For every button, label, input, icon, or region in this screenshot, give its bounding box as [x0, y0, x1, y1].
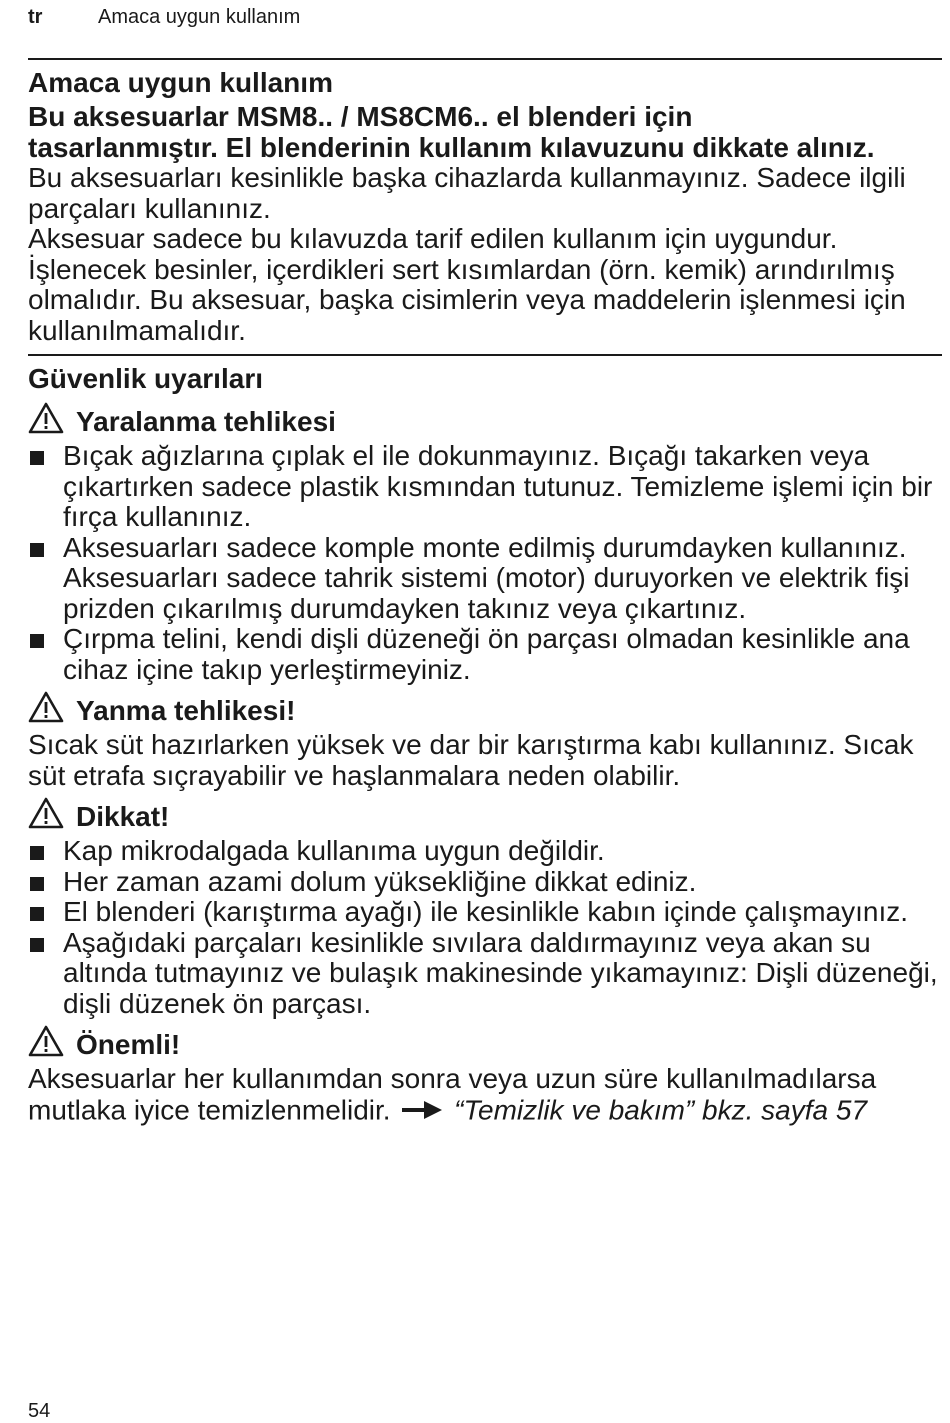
bullet-square-icon	[30, 938, 44, 952]
burn-warning-title	[28, 691, 942, 730]
intended-use-lead-2: tasarlanmıştır. El blenderinin kullanım kılavuzunu dikkate alınız.	[28, 131, 875, 163]
list-item-text: Aksesuarları sadece komple monte edilmiş durumdayken kullanınız. Aksesuarları sadece tahrik sistemi (motor) duruyorken ve elektrik fişi prizden çıkarılmış durumdayken takınız veya çıkartınız.	[63, 531, 910, 624]
bullet-square-icon	[30, 846, 44, 860]
important-text	[28, 1064, 942, 1129]
intended-use-lead-1: Bu aksesuarlar MSM8.. / MS8CM6.. el blenderi için	[28, 101, 693, 132]
page-number: 54	[28, 1400, 51, 1422]
arrow-right-icon	[402, 1095, 442, 1126]
caution-list	[28, 836, 942, 1019]
bullet-square-icon	[30, 634, 44, 648]
important-body: Aksesuarlar her kullanımdan sonra veya uzun süre kullanılmadılarsa mutlaka iyice temizlenmelidir.	[28, 1063, 877, 1126]
burn-title-text: Yanma tehlikesi!	[76, 694, 296, 726]
page-content	[28, 58, 942, 1129]
safety-heading: Güvenlik uyarıları	[28, 363, 263, 394]
language-code: tr	[28, 6, 43, 28]
burn-warning-text: Sıcak süt hazırlarken yüksek ve dar bir karıştırma kabı kullanınız. Sıcak süt etrafa sıçrayabilir ve haşlanmalara neden olabilir.	[28, 729, 914, 791]
intended-use-heading: Amaca uygun kullanım	[28, 67, 333, 98]
list-item-text: Bıçak ağızlarına çıplak el ile dokunmayınız. Bıçağı takarken veya çıkartırken sadece plastik kısmından tutunuz. Temizleme işlemi için bir fırça kullanınız.	[63, 440, 933, 532]
injury-warning-title	[28, 402, 942, 441]
page-header	[28, 6, 300, 29]
bullet-square-icon	[30, 543, 44, 557]
warning-triangle-icon	[28, 797, 76, 836]
caution-title	[28, 797, 942, 836]
important-title-text: Önemli!	[76, 1028, 181, 1060]
list-item-text: Çırpma telini, kendi dişli düzeneği ön parçası olmadan kesinlikle ana cihaz içine takıp yerleştirmeyiniz.	[63, 623, 910, 685]
section-rule	[28, 354, 942, 356]
intended-use-paragraph-1: Bu aksesuarları kesinlikle başka cihazlarda kullanmayınız. Sadece ilgili parçaları kullanınız.	[28, 162, 906, 224]
injury-title-text: Yaralanma tehlikesi	[76, 405, 336, 437]
list-item-text: El blenderi (karıştırma ayağı) ile kesinlikle kabın içinde çalışmayınız.	[63, 896, 909, 927]
warning-triangle-icon	[28, 402, 76, 441]
list-item	[28, 867, 942, 898]
list-item-text: Aşağıdaki parçaları kesinlikle sıvılara daldırmayınız veya akan su altında tutmayınız ve bulaşık makinesinde yıkamayınız: Dişli düzeneği, dişli düzenek ön parçası.	[63, 926, 938, 1019]
list-item	[28, 624, 942, 685]
injury-list	[28, 441, 942, 685]
warning-triangle-icon	[28, 691, 76, 730]
list-item	[28, 441, 942, 533]
list-item-text: Her zaman azami dolum yüksekliğine dikkat ediniz.	[63, 865, 697, 897]
page-reference-link[interactable]: “Temizlik ve bakım” bkz. sayfa 57	[454, 1094, 868, 1126]
top-rule	[28, 58, 942, 60]
bullet-square-icon	[30, 451, 44, 465]
list-item	[28, 928, 942, 1020]
caution-title-text: Dikkat!	[76, 800, 170, 832]
header-title: Amaca uygun kullanım	[98, 6, 301, 28]
list-item	[28, 836, 942, 867]
important-title	[28, 1025, 942, 1064]
intended-use-paragraph-2: Aksesuar sadece bu kılavuzda tarif edilen kullanım için uygundur. İşlenecek besinler, içerdikleri sert kısımlardan (örn. kemik) arındırılmış olmalıdır. Bu aksesuar, başka cisimlerin veya maddelerin işlenmesi için kullanılmamalıdır.	[28, 223, 906, 346]
bullet-square-icon	[30, 877, 44, 891]
list-item-text: Kap mikrodalgada kullanıma uygun değildir.	[63, 835, 605, 866]
list-item	[28, 897, 942, 928]
warning-triangle-icon	[28, 1025, 76, 1064]
list-item	[28, 533, 942, 625]
bullet-square-icon	[30, 907, 44, 921]
